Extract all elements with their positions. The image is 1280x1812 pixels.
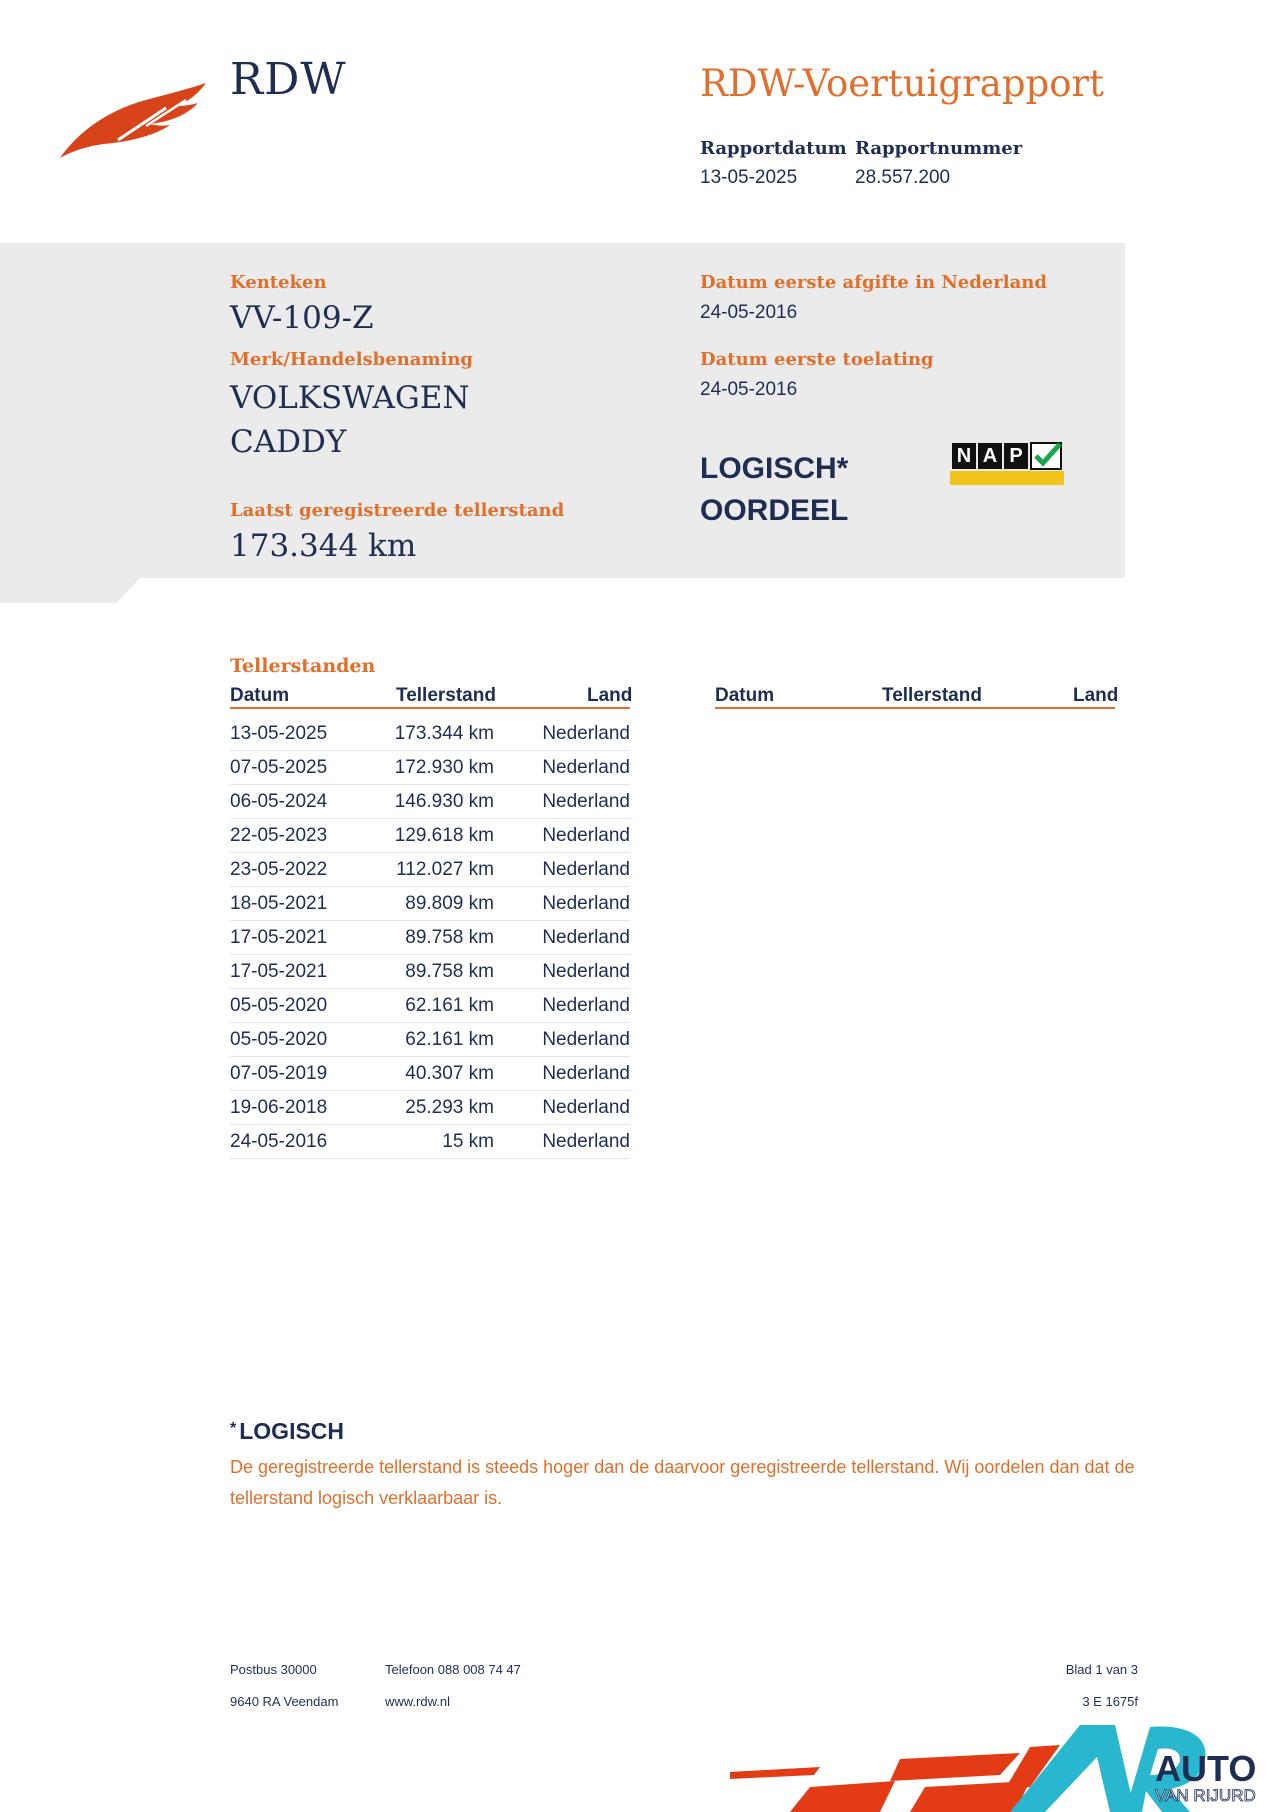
row-odometer: 25.293 km bbox=[405, 1097, 494, 1118]
row-country: Nederland bbox=[542, 791, 630, 812]
row-date: 19-06-2018 bbox=[230, 1097, 328, 1118]
table-header-rule-left bbox=[230, 707, 630, 709]
table-row bbox=[230, 1124, 630, 1159]
note-star: * bbox=[230, 1420, 237, 1437]
row-odometer: 15 km bbox=[442, 1131, 494, 1152]
make-value: VOLKSWAGEN bbox=[230, 380, 470, 416]
table-row bbox=[230, 1090, 630, 1125]
row-date: 23-05-2022 bbox=[230, 859, 328, 880]
footer-phone: Telefoon 088 008 74 47 bbox=[385, 1662, 521, 1677]
row-date: 05-05-2020 bbox=[230, 1029, 328, 1050]
report-title: RDW-Voertuigrapport bbox=[700, 62, 1105, 105]
nap-letter-n: N bbox=[952, 443, 976, 469]
col-header-country-right: Land bbox=[1073, 685, 1119, 706]
nap-logo bbox=[950, 441, 1064, 485]
table-row bbox=[230, 784, 630, 819]
row-odometer: 89.809 km bbox=[405, 893, 494, 914]
row-date: 18-05-2021 bbox=[230, 893, 328, 914]
table-row bbox=[230, 716, 630, 751]
model-value: CADDY bbox=[230, 424, 347, 460]
row-country: Nederland bbox=[542, 995, 630, 1016]
row-odometer: 89.758 km bbox=[405, 927, 494, 948]
row-date: 24-05-2016 bbox=[230, 1131, 328, 1152]
row-odometer: 112.027 km bbox=[396, 859, 494, 880]
row-date: 17-05-2021 bbox=[230, 961, 328, 982]
table-row bbox=[230, 852, 630, 887]
row-date: 22-05-2023 bbox=[230, 825, 328, 846]
row-country: Nederland bbox=[542, 859, 630, 880]
footer-code: 3 E 1675f bbox=[1082, 1694, 1138, 1709]
row-odometer: 129.618 km bbox=[394, 825, 494, 846]
note-title bbox=[230, 1418, 344, 1445]
verdict-value: LOGISCH* bbox=[700, 452, 849, 485]
odometer-label: Laatst geregistreerde tellerstand bbox=[230, 500, 565, 521]
col-header-date: Datum bbox=[230, 685, 290, 706]
vehicle-summary-panel bbox=[0, 243, 1125, 578]
note-text: De geregistreerde tellerstand is steeds hoger dan de daarvoor geregistreerde tellerstand. Wij oordelen dan dat de tellerstand logisch verklaarbaar is. bbox=[230, 1457, 1135, 1508]
row-country: Nederland bbox=[542, 1029, 630, 1050]
first-issue-nl-label: Datum eerste afgifte in Nederland bbox=[700, 272, 1047, 293]
row-odometer: 172.930 km bbox=[394, 757, 494, 778]
row-date: 07-05-2025 bbox=[230, 757, 328, 778]
row-country: Nederland bbox=[542, 893, 630, 914]
row-odometer: 89.758 km bbox=[405, 961, 494, 982]
note-title-text: LOGISCH bbox=[239, 1418, 345, 1444]
col-header-odometer-right: Tellerstand bbox=[882, 685, 982, 706]
row-country: Nederland bbox=[542, 1131, 630, 1152]
brand-name: RDW bbox=[230, 54, 347, 105]
watermark-word-sub: VAN RIJURD bbox=[1155, 1786, 1256, 1805]
panel-tab bbox=[0, 576, 142, 603]
plate-label: Kenteken bbox=[230, 272, 327, 293]
footer-postbus: Postbus 30000 bbox=[230, 1662, 317, 1677]
table-row bbox=[230, 920, 630, 955]
report-date-label: Rapportdatum bbox=[700, 138, 847, 159]
watermark-logo bbox=[730, 1717, 1280, 1812]
row-country: Nederland bbox=[542, 757, 630, 778]
table-row bbox=[230, 886, 630, 921]
row-country: Nederland bbox=[542, 825, 630, 846]
row-country: Nederland bbox=[542, 927, 630, 948]
row-odometer: 146.930 km bbox=[394, 791, 494, 812]
row-date: 05-05-2020 bbox=[230, 995, 328, 1016]
table-row bbox=[230, 954, 630, 989]
table-row bbox=[230, 818, 630, 853]
odometer-value: 173.344 km bbox=[230, 528, 417, 564]
row-country: Nederland bbox=[542, 1097, 630, 1118]
row-odometer: 62.161 km bbox=[405, 995, 494, 1016]
first-admission-value: 24-05-2016 bbox=[700, 379, 798, 400]
row-date: 07-05-2019 bbox=[230, 1063, 328, 1084]
row-country: Nederland bbox=[542, 723, 630, 744]
col-header-odometer: Tellerstand bbox=[396, 685, 496, 706]
verdict-label: OORDEEL bbox=[700, 494, 849, 527]
col-header-country: Land bbox=[587, 685, 633, 706]
footer-website[interactable]: www.rdw.nl bbox=[385, 1694, 451, 1709]
report-number: 28.557.200 bbox=[855, 167, 951, 188]
nap-check-icon bbox=[1030, 441, 1064, 471]
plate-value: VV-109-Z bbox=[230, 300, 374, 336]
odometer-table-title: Tellerstanden bbox=[230, 655, 376, 677]
row-country: Nederland bbox=[542, 1063, 630, 1084]
row-odometer: 173.344 km bbox=[394, 723, 494, 744]
footer-page-number: Blad 1 van 3 bbox=[1065, 1662, 1138, 1677]
table-row bbox=[230, 1056, 630, 1091]
first-issue-nl-value: 24-05-2016 bbox=[700, 302, 798, 323]
table-row bbox=[230, 1022, 630, 1057]
first-admission-label: Datum eerste toelating bbox=[700, 349, 934, 370]
report-date: 13-05-2025 bbox=[700, 167, 798, 188]
watermark-word-auto: AUTO bbox=[1155, 1748, 1257, 1789]
nap-letter-a: A bbox=[978, 443, 1002, 469]
col-header-date-right: Datum bbox=[715, 685, 775, 706]
row-odometer: 40.307 km bbox=[405, 1063, 494, 1084]
table-row bbox=[230, 750, 630, 785]
row-date: 06-05-2024 bbox=[230, 791, 328, 812]
rdw-logo-icon bbox=[58, 80, 208, 160]
make-label: Merk/Handelsbenaming bbox=[230, 349, 474, 370]
nap-yellow-band bbox=[950, 471, 1064, 485]
watermark-speed-stripes bbox=[730, 1745, 1060, 1812]
row-date: 13-05-2025 bbox=[230, 723, 328, 744]
table-header-rule-right bbox=[715, 707, 1115, 709]
row-date: 17-05-2021 bbox=[230, 927, 328, 948]
row-odometer: 62.161 km bbox=[405, 1029, 494, 1050]
report-number-label: Rapportnummer bbox=[855, 138, 1023, 159]
row-country: Nederland bbox=[542, 961, 630, 982]
nap-letter-p: P bbox=[1004, 443, 1028, 469]
table-row bbox=[230, 988, 630, 1023]
footer-address: 9640 RA Veendam bbox=[230, 1694, 339, 1709]
